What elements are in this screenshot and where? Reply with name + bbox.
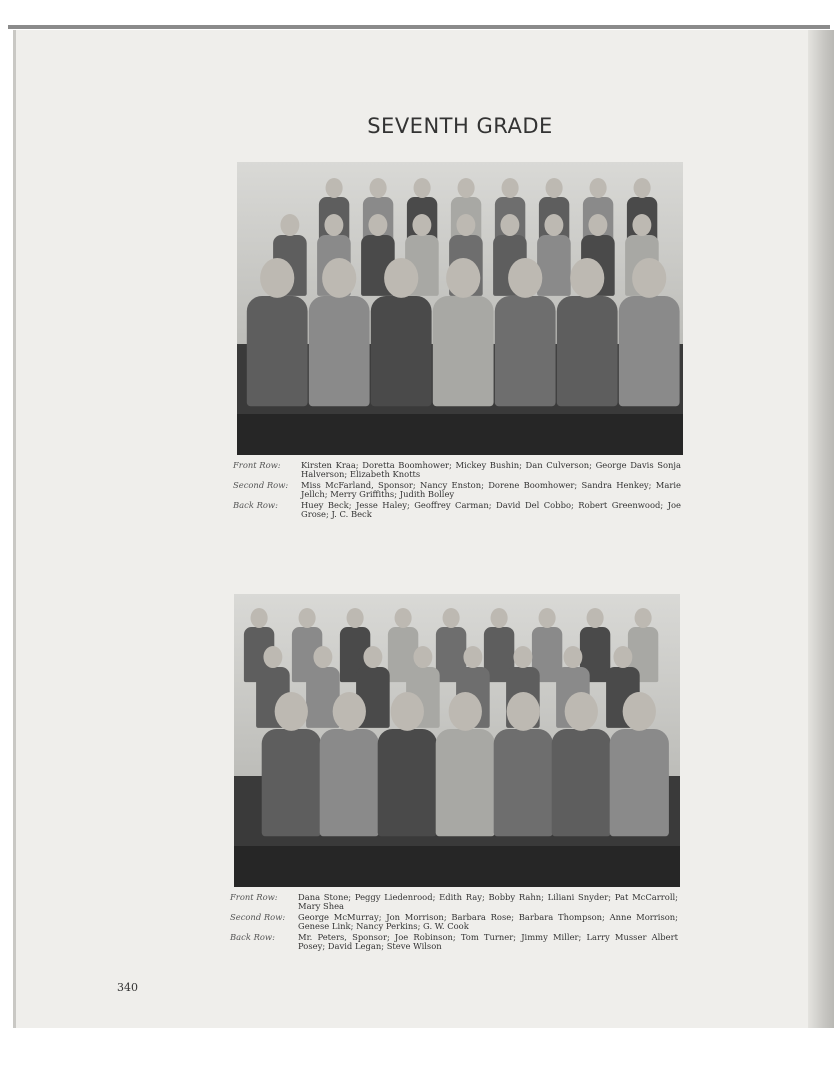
student-figure <box>243 258 311 406</box>
student-head <box>368 214 387 236</box>
student-head <box>299 608 316 628</box>
photo-floor <box>237 414 683 455</box>
row-label: Back Row: <box>230 932 275 942</box>
student-body <box>494 729 553 836</box>
student-body <box>433 296 494 406</box>
student-body <box>610 729 669 836</box>
student-head <box>565 692 598 731</box>
class-photo-2 <box>234 594 680 887</box>
student-head <box>260 258 294 298</box>
class-photo-1 <box>237 162 683 455</box>
student-head <box>333 692 366 731</box>
student-body <box>371 296 432 406</box>
student-head <box>570 258 604 298</box>
caption-2 <box>230 893 685 953</box>
student-head <box>590 178 607 198</box>
student-figure <box>305 258 373 406</box>
student-head <box>412 214 431 236</box>
student-body <box>378 729 437 836</box>
student-head <box>507 692 540 731</box>
row-names: Huey Beck; Jesse Haley; Geoffrey Carman; David Del Cobbo; Robert Greenwood; Joe Grose; J. C. Beck <box>301 500 681 519</box>
student-figure <box>490 692 557 836</box>
student-head <box>313 646 332 668</box>
student-figure <box>432 692 499 836</box>
student-body <box>247 296 308 406</box>
row-names: George McMurray; Jon Morrison; Barbara Rose; Barbara Thompson; Anne Morrison; Genese Link; Nancy Perkins; G. W. Cook <box>298 912 678 931</box>
student-body <box>619 296 680 406</box>
student-head <box>322 258 356 298</box>
student-head <box>347 608 364 628</box>
row-label: Second Row: <box>230 912 286 922</box>
student-head <box>449 692 482 731</box>
student-head <box>443 608 460 628</box>
row-names: Dana Stone; Peggy Liedenrood; Edith Ray; Bobby Rahn; Liliani Snyder; Pat McCarroll; Mary Shea <box>298 892 678 911</box>
student-head <box>391 692 424 731</box>
caption-1 <box>233 461 688 521</box>
student-head <box>613 646 632 668</box>
student-head <box>463 646 482 668</box>
student-head <box>370 178 387 198</box>
student-head <box>508 258 542 298</box>
student-figure <box>606 692 673 836</box>
row-label: Back Row: <box>233 500 278 510</box>
student-head <box>263 646 282 668</box>
student-figure <box>615 258 683 406</box>
student-head <box>413 646 432 668</box>
page-binding-shadow <box>808 30 834 1028</box>
student-body <box>436 729 495 836</box>
top-edge-rule <box>8 25 830 29</box>
student-head <box>513 646 532 668</box>
row-names: Mr. Peters, Sponsor; Joe Robinson; Tom Turner; Jimmy Miller; Larry Musser Albert Posey; David Legan; Steve Wilson <box>298 932 678 951</box>
student-head <box>500 214 519 236</box>
student-figure <box>553 258 621 406</box>
student-body <box>309 296 370 406</box>
student-head <box>632 214 651 236</box>
student-figure <box>491 258 559 406</box>
student-head <box>587 608 604 628</box>
student-figure <box>316 692 383 836</box>
student-head <box>635 608 652 628</box>
student-body <box>552 729 611 836</box>
student-head <box>275 692 308 731</box>
student-head <box>546 178 563 198</box>
student-body <box>320 729 379 836</box>
student-head <box>446 258 480 298</box>
page-left-edge <box>13 30 16 1028</box>
student-body <box>262 729 321 836</box>
row-names: Miss McFarland, Sponsor; Nancy Enston; Dorene Boomhower; Sandra Henkey; Marie Jellch; Merry Griffiths; Judith Bolley <box>301 480 681 499</box>
student-body <box>495 296 556 406</box>
student-figure <box>258 692 325 836</box>
student-head <box>539 608 556 628</box>
student-head <box>632 258 666 298</box>
row-label: Second Row: <box>233 480 289 490</box>
student-head <box>363 646 382 668</box>
student-body <box>557 296 618 406</box>
student-head <box>326 178 343 198</box>
student-head <box>634 178 651 198</box>
student-head <box>414 178 431 198</box>
student-head <box>502 178 519 198</box>
student-figure <box>548 692 615 836</box>
student-head <box>588 214 607 236</box>
student-head <box>395 608 412 628</box>
page-title: SEVENTH GRADE <box>367 114 553 138</box>
row-label: Front Row: <box>233 460 281 470</box>
student-figure <box>429 258 497 406</box>
student-head <box>324 214 343 236</box>
page-number: 340 <box>117 981 138 994</box>
student-figure <box>374 692 441 836</box>
student-head <box>544 214 563 236</box>
student-head <box>458 178 475 198</box>
student-figure <box>367 258 435 406</box>
student-head <box>623 692 656 731</box>
student-head <box>384 258 418 298</box>
row-names: Kirsten Kraa; Doretta Boomhower; Mickey Bushin; Dan Culverson; George Davis Sonja Halverson; Elizabeth Knotts <box>301 460 681 479</box>
student-head <box>491 608 508 628</box>
photo-floor <box>234 846 680 887</box>
student-head <box>563 646 582 668</box>
student-head <box>456 214 475 236</box>
student-head <box>280 214 299 236</box>
student-head <box>251 608 268 628</box>
row-label: Front Row: <box>230 892 278 902</box>
